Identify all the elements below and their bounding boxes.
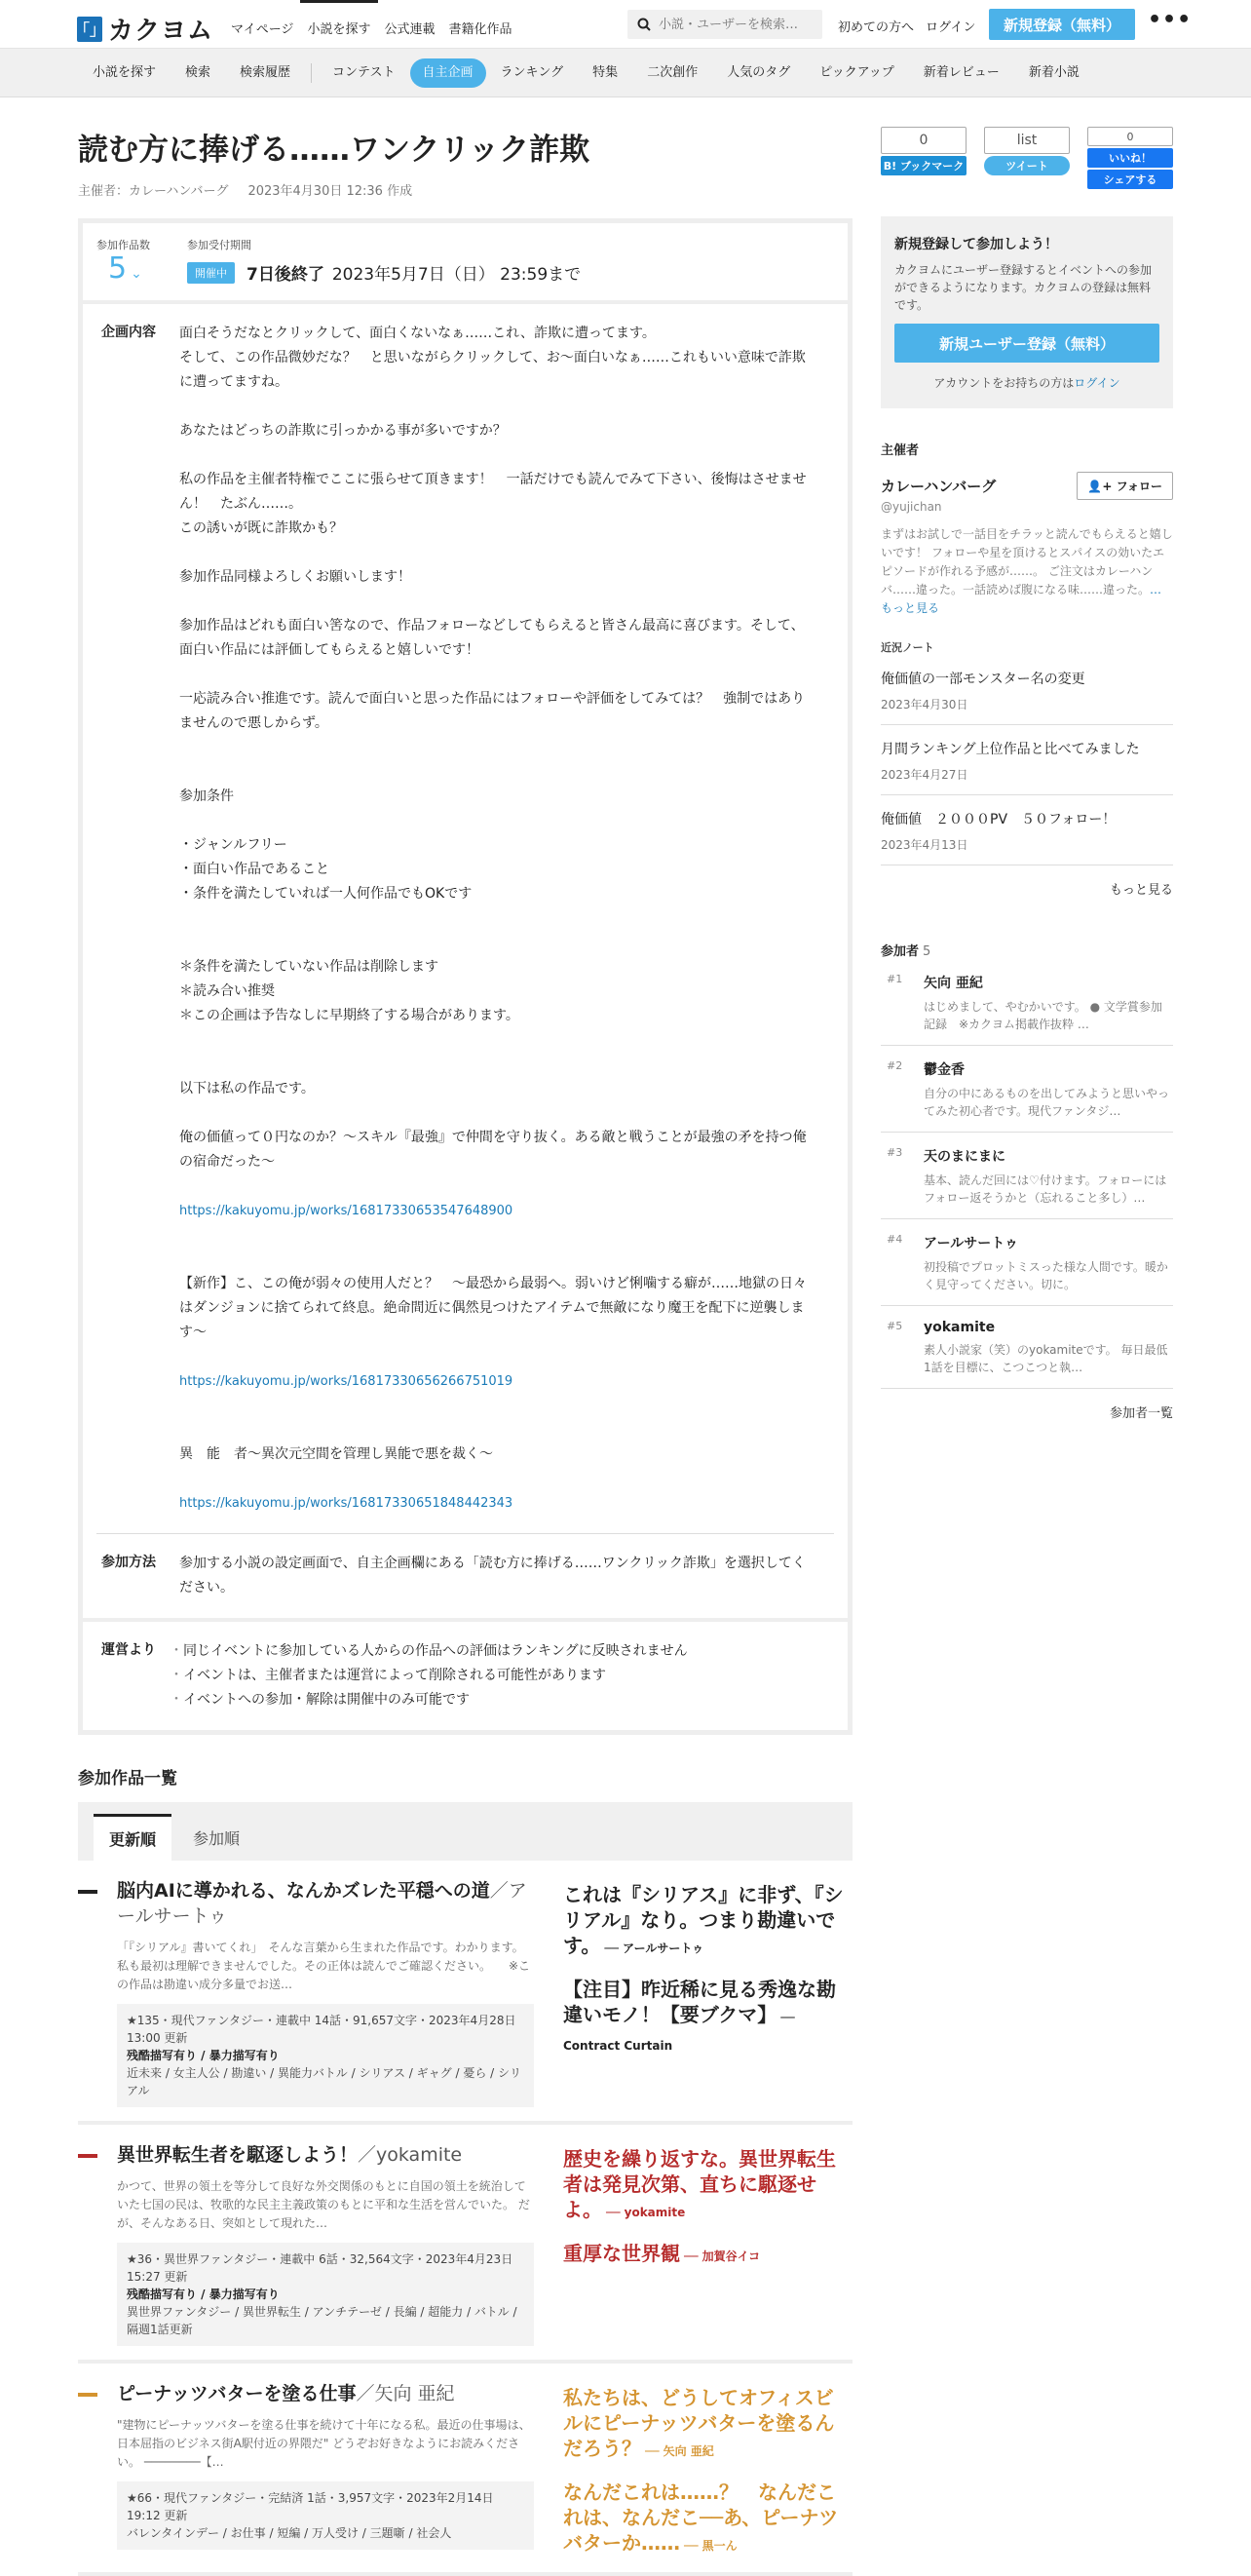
- participant-name: 鬱金香: [924, 1062, 965, 1078]
- participant-name: 矢向 亜紀: [924, 976, 983, 991]
- blank-line: [179, 541, 815, 565]
- work-tags[interactable]: 近未来 / 女主人公 / 勘違い / 異能力バトル / シリアス / ギャグ / 憂ら / シリアル: [127, 2066, 521, 2097]
- blank-line: [179, 1345, 815, 1369]
- review-catchphrase[interactable]: [563, 1882, 853, 1961]
- work-reviews: [534, 1878, 853, 2107]
- bio-more-link[interactable]: …もっと見る: [881, 583, 1162, 615]
- content-label: 企画内容: [101, 325, 156, 340]
- subnav-divider: [311, 63, 312, 83]
- participant-name: yokamite: [924, 1320, 996, 1335]
- blank-line: [179, 1053, 815, 1077]
- notes-list: [881, 655, 1173, 865]
- blank-line: [179, 443, 815, 468]
- participant-desc: はじめまして、やむかいです。 ● 文学賞参加記録 ※カクヨム掲載作抜粋 …: [924, 1000, 1162, 1031]
- global-header: [0, 0, 1251, 49]
- notice-item: ・ イベントは、主催者または運営によって削除される可能性があります: [179, 1664, 815, 1688]
- twitter-share[interactable]: [984, 127, 1070, 189]
- login-link[interactable]: ログイン: [926, 20, 976, 35]
- add-user-icon: 👤+: [1087, 480, 1117, 493]
- blank-line: [179, 1028, 815, 1053]
- work-item: [78, 1861, 853, 2125]
- work-link[interactable]: https://kakuyomu.jp/works/16817330653547648900: [179, 1204, 513, 1218]
- review-text: 私たちは、どうしてオフィスビルにピーナッツバターを塗るんだろう？: [563, 2386, 835, 2460]
- subnav-fanfic[interactable]: 二次創作: [647, 64, 699, 80]
- work-warnings: 残酷描写有り / 暴力描写有り: [127, 2049, 280, 2062]
- description-line: あなたはどっちの詐欺に引っかかる事が多いですか？: [179, 423, 507, 439]
- description-line: 一応読み合い推進です。読んで面白いと思った作品にはフォローや評価をしてみては？ 強制ではありませんので悪しからず。: [179, 691, 806, 731]
- participant-rank: #5: [887, 1320, 903, 1332]
- work-reviews: [534, 2142, 853, 2346]
- page-title: 読む方に捧げる……ワンクリック詐欺: [78, 133, 590, 168]
- join-login: [894, 374, 1159, 391]
- organizer-line[interactable]: 主催者：カレーハンバーグ: [78, 184, 229, 199]
- work-title-line: [117, 2142, 534, 2168]
- participant-name: アールサートゥ: [924, 1236, 1018, 1251]
- method-row: [83, 1534, 848, 1618]
- participant-item[interactable]: [881, 1219, 1173, 1306]
- participants-more-link[interactable]: 参加者一覧: [1109, 1406, 1173, 1421]
- review-author: ── 加賀谷イコ: [684, 2249, 761, 2263]
- note-date: 2023年4月13日: [881, 838, 968, 852]
- work-title-line: [117, 2381, 534, 2406]
- subnav-history[interactable]: 検索履歴: [240, 64, 291, 80]
- event-panel: [78, 218, 853, 1735]
- work-title[interactable]: 脳内AIに導かれる、なんかズレた平穏への道: [117, 1880, 490, 1902]
- work-author[interactable]: ／矢向 亜紀: [356, 2383, 455, 2404]
- participant-desc: 初投稿でプロットミスった様な人間です。暖かく見守ってください。切に。: [924, 1260, 1168, 1291]
- search-icon: [637, 18, 651, 31]
- event-summary: [83, 223, 848, 304]
- subnav-features[interactable]: 特集: [592, 64, 619, 80]
- description-line: ＊読み合い推奨: [179, 983, 275, 999]
- nav-official[interactable]: 公式連載: [384, 22, 436, 37]
- work-tags[interactable]: 異世界ファンタジー / 異世界転生 / アンチテーゼ / 長編 / 超能力 / バトル / 隔週1話更新: [127, 2305, 517, 2336]
- blank-line: [179, 1418, 815, 1442]
- work-color-bar: [78, 2154, 97, 2158]
- participants-heading: [881, 941, 1173, 959]
- logo-text: カクヨム: [108, 17, 214, 46]
- note-date: 2023年4月27日: [881, 768, 968, 782]
- subnav-search[interactable]: 検索: [185, 64, 211, 80]
- note-title: 俺価値の一部モンスター名の変更: [881, 672, 1085, 687]
- blank-line: [179, 1467, 815, 1491]
- participant-item[interactable]: [881, 959, 1173, 1046]
- review-catchphrase[interactable]: [563, 2385, 853, 2464]
- description-line: この誘いが既に詐欺かも？: [179, 520, 343, 536]
- event-meta: [78, 180, 853, 199]
- work-item: [78, 2125, 853, 2364]
- work-color-bar: [78, 1890, 97, 1894]
- work-info: [117, 2142, 534, 2346]
- review-catchphrase[interactable]: [563, 2480, 853, 2558]
- register-button[interactable]: 新規ユーザー登録（無料）: [894, 324, 1159, 363]
- nav-mypage[interactable]: マイページ: [231, 22, 294, 37]
- status-badge: 開催中: [187, 262, 235, 284]
- participant-desc: 素人小説家（笑）のyokamiteです。 毎日最低1話を目標に、こつこつと執…: [924, 1343, 1168, 1374]
- work-title[interactable]: 異世界転生者を駆逐しよう！: [117, 2144, 359, 2166]
- review-text: これは『シリアス』に非ず、『シリアル』なり。つまり勘違いです。: [563, 1883, 844, 1957]
- join-title: 新規登録して参加しよう！: [894, 237, 1058, 252]
- share-buttons: [881, 127, 1173, 189]
- facebook-share-button[interactable]: シェアする: [1087, 170, 1173, 189]
- subnav-contest[interactable]: コンテスト: [332, 64, 396, 80]
- entry-count[interactable]: 5: [108, 251, 128, 286]
- review-author: ── 黒一ん: [684, 2539, 738, 2553]
- join-text: カクヨムにユーザー登録するとイベントへの参加ができるようになります。カクヨムの登録は無料です。: [894, 263, 1153, 312]
- notice-list: [179, 1639, 834, 1712]
- blank-line: [179, 906, 815, 931]
- chevron-down-icon[interactable]: ⌄: [131, 266, 142, 282]
- review-text: 【注目】昨近稀に見る秀逸な勘違いモノ！【要ブクマ】: [563, 1978, 836, 2026]
- work-link[interactable]: https://kakuyomu.jp/works/16817330651848442343: [179, 1496, 513, 1511]
- work-warnings: 残酷描写有り / 暴力描写有り: [127, 2288, 280, 2301]
- description-line: ・条件を満たしていれば一人何作品でもOKです: [179, 886, 473, 902]
- participant-desc: 自分の中にあるものを出してみようと思いやってみた初心者です。現代ファンタジ…: [924, 1087, 1170, 1118]
- search-input[interactable]: [659, 18, 815, 32]
- content-row: [83, 304, 848, 1533]
- subnav-new-novels[interactable]: 新着小説: [1028, 64, 1080, 80]
- note-title: 月間ランキング上位作品と比べてみました: [881, 742, 1140, 757]
- facebook-count: 0: [1087, 127, 1173, 146]
- blank-line: [179, 395, 815, 419]
- join-box: [881, 216, 1173, 408]
- description-line: 私の作品を主催者特権でここに張らせて頂きます！ 一話だけでも読んでみて下さい、後悔はさせません！ たぶん……。: [179, 472, 807, 512]
- work-stats: ★66・現代ファンタジー・完結済 1話・3,957文字・2023年2月14日 19:12 更新: [127, 2491, 494, 2522]
- subnav-pickup[interactable]: ピックアップ: [819, 64, 894, 80]
- facebook-share[interactable]: [1087, 127, 1173, 189]
- remaining-days: 7日後終了: [246, 265, 324, 285]
- review-catchphrase[interactable]: [563, 2146, 853, 2225]
- review-author: ── yokamite: [606, 2206, 686, 2219]
- review-catchphrase[interactable]: [563, 2241, 853, 2269]
- facebook-like-button[interactable]: いいね！: [1087, 148, 1173, 168]
- nav-books[interactable]: 書籍化作品: [448, 22, 512, 37]
- participant-item[interactable]: [881, 1046, 1173, 1133]
- work-author[interactable]: ／yokamite: [358, 2144, 463, 2166]
- participant-name: 天のまにまに: [924, 1149, 1005, 1165]
- description-line: 【新作】こ、この俺が弱々の使用人だと？ 〜最恐から最弱へ。弱いけど悧噛する癖が……地獄の日々はダンジョンに捨てられて終息。絶命間近に偶然見つけたアイテムで無敵になり魔王を配下に逆襲します〜: [179, 1276, 807, 1340]
- notice-label: 運営より: [101, 1642, 156, 1658]
- note-item[interactable]: [881, 655, 1173, 725]
- blank-line: [179, 663, 815, 687]
- join-login-prefix: アカウントをお持ちの方は: [933, 376, 1075, 390]
- work-stats: ★36・異世界ファンタジー・連載中 6話・32,564文字・2023年4月23日 15:27 更新: [127, 2252, 513, 2284]
- work-author[interactable]: ／アールサートゥ: [117, 1880, 527, 1927]
- participant-rank: #1: [887, 973, 903, 985]
- work-tags[interactable]: バレンタインデー / お仕事 / 短編 / 万人受け / 三題噺 / 社会人: [127, 2526, 452, 2540]
- subnav-find[interactable]: 小説を探す: [93, 64, 157, 80]
- tab-joined[interactable]: 参加順: [193, 1828, 241, 1848]
- participant-item[interactable]: [881, 1306, 1173, 1389]
- review-text: 歴史を繰り返すな。異世界転生者は発見次第、直ちに駆逐せよ。: [563, 2147, 836, 2221]
- organizer-bio: [881, 525, 1173, 618]
- bio-text: まずはお試しで一話目をチラッと読んでもらえると嬉しいです！ フォローや星を頂けるとスパイスの効いたエピソードが作れる予感が……。 ご注文はカレーハンバ……違った。一話読めば腹になる味……違った。: [881, 527, 1173, 596]
- description-line: 俺の価値って０円なのか？〜スキル『最強』で仲間を守り抜く。ある敵と戦うことが最強の矛を持つ俺の宿命だった〜: [179, 1130, 807, 1170]
- hatena-count: 0: [881, 127, 967, 154]
- review-text: なんだこれは……？ なんだこれは、なんだこ──あ、ピーナツバターか……: [563, 2480, 839, 2555]
- notice-item: ・ イベントへの参加・解除は開催中のみ可能です: [179, 1688, 815, 1712]
- description-line: ・ジャンルフリー: [179, 837, 287, 853]
- beginner-link[interactable]: 初めての方へ: [838, 20, 915, 35]
- description-line: 異 能 者〜異次元空間を管理し異能で悪を裁く〜: [179, 1446, 493, 1462]
- note-item[interactable]: [881, 725, 1173, 795]
- work-meta: [117, 2481, 534, 2550]
- participant-rank: #4: [887, 1233, 903, 1246]
- sub-nav: [0, 49, 1251, 97]
- deadline: 2023年5月7日（日） 23:59まで: [331, 265, 582, 285]
- sidebar: [881, 99, 1173, 1421]
- note-item[interactable]: [881, 795, 1173, 865]
- work-description: "建物にピーナッツバターを塗る仕事を続けて十年になる私。最近の仕事場は、日本屈指のビジネス街A駅付近の界隈だ" どうぞお好きなようにお読みください。 ────────【…: [117, 2418, 531, 2469]
- follow-label: フォロー: [1116, 480, 1162, 493]
- join-login-link[interactable]: ログイン: [1074, 376, 1120, 390]
- work-item: [78, 2364, 853, 2576]
- description-line: ＊条件を満たしていない作品は削除します: [179, 959, 438, 975]
- organizer-heading: 主催者: [881, 443, 920, 458]
- blank-line: [179, 931, 815, 955]
- description-line: そして、この作品微妙だな？ と思いながらクリックして、お〜面白いなぁ……これもいい意味で詐欺に遭ってますね。: [179, 350, 806, 390]
- created-date: 2023年4月30日 12:36 作成: [247, 184, 413, 199]
- description-line: 参加条件: [179, 788, 234, 804]
- participants-label: 参加者: [881, 944, 920, 959]
- hatena-bookmark-button[interactable]: B! ブックマーク: [881, 156, 967, 175]
- site-logo[interactable]: [74, 11, 214, 47]
- notes-more-link[interactable]: もっと見る: [1109, 883, 1173, 898]
- notice-row: [83, 1618, 848, 1730]
- follow-button[interactable]: [1077, 472, 1173, 500]
- participant-desc: 基本、読んだ回には♡付けます。フォローにはフォロー返そうかと（忘れること多し）…: [924, 1173, 1167, 1205]
- count-label: 参加作品数: [96, 239, 150, 251]
- review-author: ── 矢向 亜紀: [645, 2444, 714, 2458]
- description-line: 参加作品同様よろしくお願いします！: [179, 569, 411, 585]
- blank-line: [179, 809, 815, 833]
- notice-item: ・ 同じイベントに参加している人からの作品への評価はランキングに反映されません: [179, 1639, 815, 1664]
- blank-line: [179, 1248, 815, 1272]
- work-reviews: [534, 2381, 853, 2558]
- notes-heading: 近況ノート: [881, 641, 934, 654]
- blank-line: [179, 1101, 815, 1126]
- description-line: 面白そうだなとクリックして、面白くないなぁ……これ、詐欺に遭ってます。: [179, 326, 656, 341]
- blank-line: [179, 1174, 815, 1199]
- work-info: [117, 2381, 534, 2558]
- review-text: 重厚な世界観: [563, 2242, 680, 2265]
- blank-line: [179, 760, 815, 785]
- works-list: [78, 1861, 853, 2576]
- note-title: 俺価値 ２０００PV ５０フォロー！: [881, 812, 1117, 827]
- organizer-id: @yujichan: [881, 500, 942, 514]
- work-description: 「『シリアル』書いてくれ」 そんな言葉から生まれた作品です。わかります。私も最初は理解できませんでした。その正体は読んでご確認ください。 ※この作品は勘違い成分多量でお送…: [117, 1941, 531, 1991]
- organizer-name[interactable]: カレーハンバーグ: [881, 478, 997, 495]
- participant-item[interactable]: [881, 1133, 1173, 1219]
- method-text: 参加する小説の設定画面で、自主企画欄にある「読む方に捧げる……ワンクリック詐欺」を選択してください。: [179, 1556, 806, 1596]
- work-meta: [117, 2004, 534, 2107]
- period-text: [246, 265, 581, 285]
- logo-mark: 「」: [77, 17, 102, 42]
- blank-line: [179, 1223, 815, 1248]
- nav-find-novels[interactable]: 小説を探す: [300, 0, 377, 49]
- tweet-button[interactable]: ツイート: [984, 156, 1070, 175]
- subnav-ranking[interactable]: ランキング: [500, 64, 564, 80]
- work-color-bar: [78, 2393, 97, 2397]
- work-meta: [117, 2243, 534, 2346]
- review-catchphrase[interactable]: [563, 1977, 853, 2058]
- global-nav: [224, 0, 519, 49]
- review-author: ── Contract Curtain: [563, 2011, 795, 2053]
- description-line: 以下は私の作品です。: [179, 1081, 315, 1096]
- work-title-line: [117, 1878, 534, 1929]
- review-author: ── アールサートゥ: [604, 1942, 704, 1955]
- subnav-events[interactable]: 自主企画: [410, 58, 486, 88]
- participants-list: [881, 959, 1173, 1389]
- period-label: 参加受付期間: [187, 239, 251, 251]
- tab-updated[interactable]: 更新順: [94, 1814, 171, 1861]
- works-heading: 参加作品一覧: [78, 1769, 177, 1788]
- twitter-count: list: [984, 127, 1070, 154]
- event-description: [179, 322, 834, 1516]
- description-line: ＊この企画は予告なしに早期終了する場合があります。: [179, 1008, 519, 1023]
- blank-line: [179, 590, 815, 614]
- main-column: [78, 99, 853, 2576]
- hatena-share[interactable]: [881, 127, 967, 189]
- participant-rank: #3: [887, 1146, 903, 1159]
- signup-button[interactable]: 新規登録（無料）: [989, 9, 1135, 40]
- method-label: 参加方法: [101, 1555, 156, 1570]
- blank-line: [179, 736, 815, 760]
- work-description: かつて、世界の領土を等分して良好な外交関係のもとに自国の領土を統治していた七国の民は、牧歌的な民主主義政策のもとに平和な生活を営んでいた。 だが、そんなある日、突如として現れた…: [117, 2179, 530, 2230]
- more-menu-icon[interactable]: •••: [1148, 8, 1193, 32]
- note-date: 2023年4月30日: [881, 698, 968, 711]
- organizer-card: [881, 476, 1173, 618]
- participants-count: 5: [923, 944, 931, 959]
- work-stats: ★135・現代ファンタジー・連載中 14話・91,657文字・2023年4月28日 13:00 更新: [127, 2014, 516, 2045]
- blank-line: [179, 1394, 815, 1418]
- description-line: 参加作品はどれも面白い筈なので、作品フォローなどしてもらえると皆さん最高に喜びます。そして、面白い作品には評価してもらえると嬉しいです！: [179, 618, 805, 658]
- description-line: ・面白い作品であること: [179, 862, 329, 877]
- subnav-tags[interactable]: 人気のタグ: [727, 64, 791, 80]
- search-box[interactable]: [627, 10, 822, 39]
- works-tabs: [78, 1802, 853, 1861]
- work-title[interactable]: ピーナッツバターを塗る仕事: [117, 2383, 357, 2404]
- work-link[interactable]: https://kakuyomu.jp/works/16817330656266751019: [179, 1374, 513, 1389]
- participant-rank: #2: [887, 1059, 903, 1072]
- subnav-new-reviews[interactable]: 新着レビュー: [923, 64, 1000, 80]
- work-info: [117, 1878, 534, 2107]
